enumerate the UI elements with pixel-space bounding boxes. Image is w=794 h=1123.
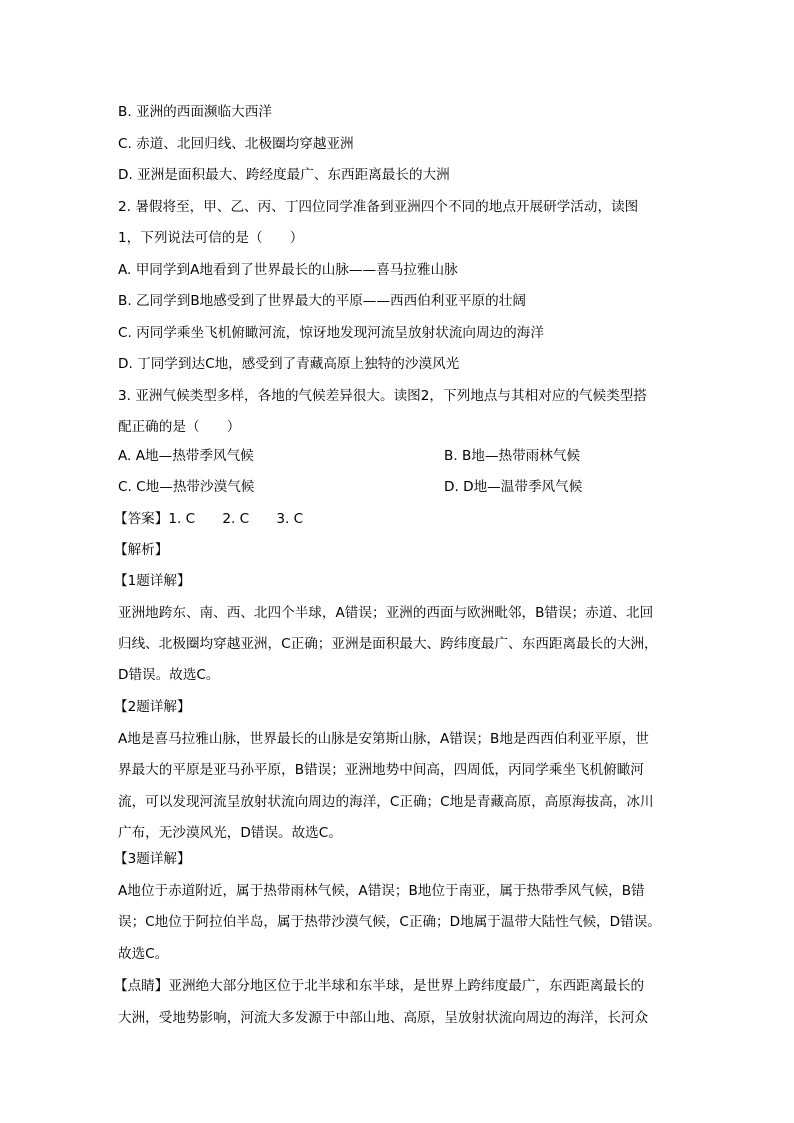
detail-1-title: 【1题详解】: [114, 573, 191, 589]
q2-stem-line: 1，下列说法可信的是（ ）: [118, 230, 304, 246]
q3-stem-line: 配正确的是（ ）: [118, 419, 241, 435]
detail-1-line: 亚洲地跨东、南、西、北四个半球，A错误；亚洲的西面与欧洲毗邻，B错误；赤道、北回: [118, 605, 654, 621]
q3-option-b: B. B地—热带雨林气候: [444, 448, 581, 464]
q3-stem-line: 3. 亚洲气候类型多样，各地的气候差异很大。读图2，下列地点与其相对应的气候类型搭: [118, 388, 647, 404]
detail-2-line: 界最大的平原是亚马孙平原，B错误；亚洲地势中间高，四周低，丙同学乘坐飞机俯瞰河: [118, 762, 644, 778]
q3-option-a: A. A地—热带季风气候: [118, 448, 254, 464]
answer-line: 【答案】1. C 2. C 3. C: [114, 511, 304, 527]
q2-option-d: D. 丁同学到达C地，感受到了青藏高原上独特的沙漠风光: [118, 356, 460, 372]
q2-stem-line: 2. 暑假将至，甲、乙、丙、丁四位同学准备到亚洲四个不同的地点开展研学活动，读图: [118, 199, 639, 215]
detail-3-line: 误；C地位于阿拉伯半岛，属于热带沙漠气候，C正确；D地属于温带大陆性气候，D错误。: [118, 914, 661, 930]
q1-option-b: B. 亚洲的西面濒临大西洋: [118, 104, 272, 120]
detail-2-title: 【2题详解】: [114, 699, 191, 715]
tip-line: 大洲，受地势影响，河流大多发源于中部山地、高原，呈放射状流向周边的海洋，长河众: [118, 1010, 649, 1026]
q2-option-b: B. 乙同学到B地感受到了世界最大的平原——西西伯利亚平原的壮阔: [118, 293, 526, 309]
q2-option-c: C. 丙同学乘坐飞机俯瞰河流，惊讶地发现河流呈放射状流向周边的海洋: [118, 325, 544, 341]
detail-3-line: 故选C。: [118, 946, 169, 962]
q3-option-c: C. C地—热带沙漠气候: [118, 479, 255, 495]
detail-1-line: 归线、北极圈均穿越亚洲，C正确；亚洲是面积最大、跨纬度最广、东西距离最长的大洲，: [118, 636, 658, 652]
detail-1-line: D错误。故选C。: [118, 667, 220, 683]
detail-2-line: 流，可以发现河流呈放射状流向周边的海洋，C正确；C地是青藏高原，高原海拔高，冰川: [118, 794, 654, 810]
detail-3-title: 【3题详解】: [114, 851, 191, 867]
detail-2-line: A地是喜马拉雅山脉，世界最长的山脉是安第斯山脉，A错误；B地是西西伯利亚平原，世: [118, 731, 649, 747]
q3-option-d: D. D地—温带季风气候: [444, 479, 583, 495]
q1-option-c: C. 赤道、北回归线、北极圈均穿越亚洲: [118, 136, 354, 152]
q2-option-a: A. 甲同学到A地看到了世界最长的山脉——喜马拉雅山脉: [118, 262, 458, 278]
q1-option-d: D. 亚洲是面积最大、跨经度最广、东西距离最长的大洲: [118, 167, 450, 183]
detail-3-line: A地位于赤道附近，属于热带雨林气候，A错误；B地位于南亚，属于热带季风气候，B错: [118, 883, 645, 899]
detail-2-line: 广布，无沙漠风光，D错误。故选C。: [118, 825, 342, 841]
tip-line: 【点睛】亚洲绝大部分地区位于北半球和东半球，是世界上跨纬度最广，东西距离最长的: [114, 978, 645, 994]
analysis-title: 【解析】: [114, 542, 169, 558]
